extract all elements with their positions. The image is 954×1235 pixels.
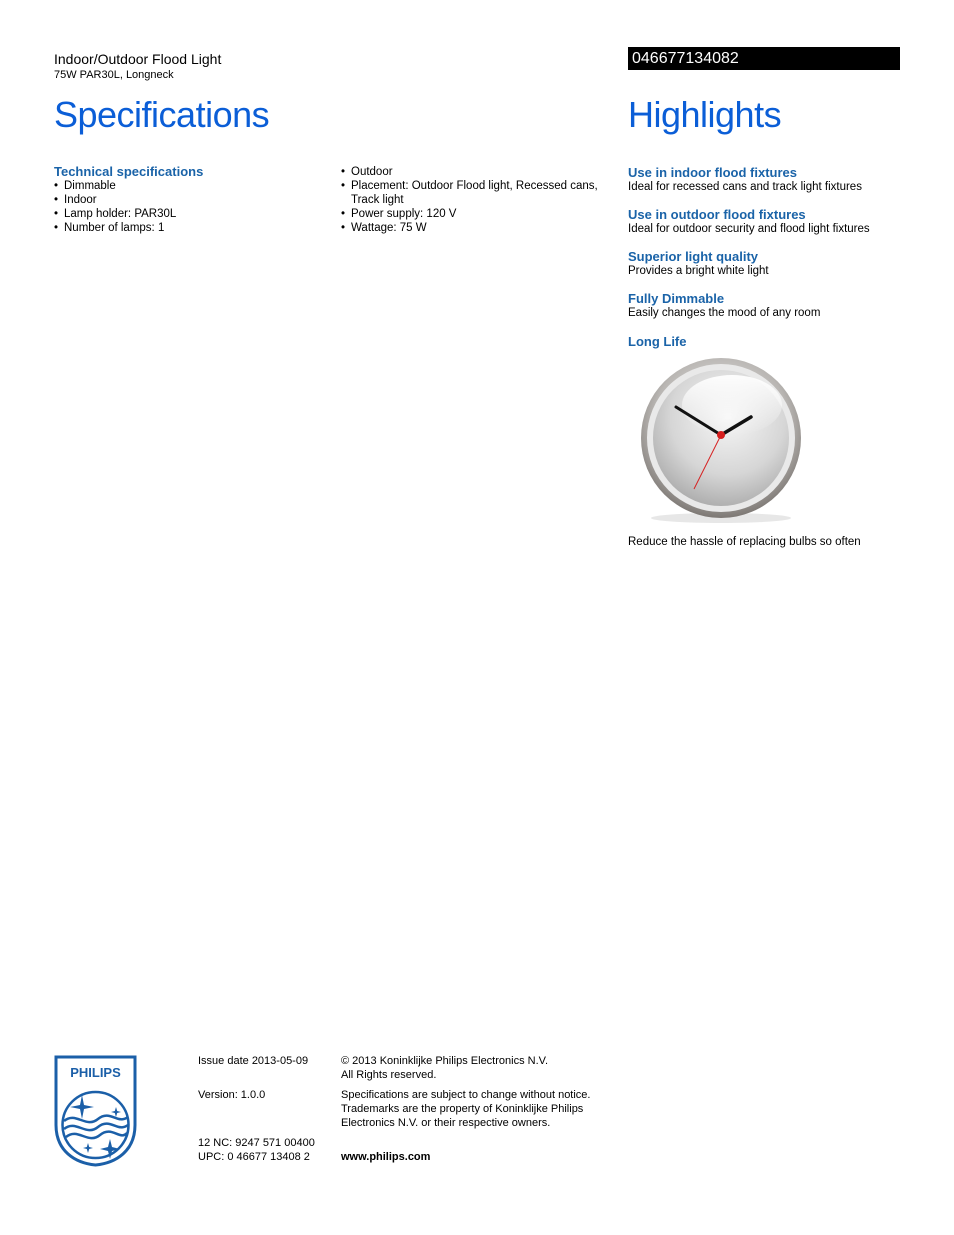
issue-date: Issue date 2013-05-09 [198, 1055, 309, 1067]
logo-wordmark: PHILIPS [70, 1065, 121, 1080]
spec-item: • Wattage: 75 W [341, 221, 601, 235]
highlight-heading: Fully Dimmable [628, 291, 725, 306]
long-life-clock-image [628, 355, 818, 525]
specs-list-column-1 [54, 179, 314, 235]
highlights-title: Highlights [628, 94, 782, 135]
highlight-description: Reduce the hassle of replacing bulbs so often [628, 536, 861, 548]
highlight-item [628, 334, 908, 349]
highlight-heading: Long Life [628, 334, 687, 349]
specifications-title: Specifications [54, 94, 270, 135]
copyright-line: © 2013 Koninklijke Philips Electronics N.V. [341, 1055, 549, 1067]
highlight-item [628, 249, 908, 278]
product-name: Indoor/Outdoor Flood Light [54, 51, 222, 67]
highlight-description: Provides a bright white light [628, 265, 769, 277]
website-link[interactable]: www.philips.com [341, 1151, 431, 1163]
spec-item: • Number of lamps: 1 [54, 221, 314, 235]
footer-legal [341, 1054, 601, 1164]
notice-line: Trademarks are the property of Koninklijke Philips [341, 1103, 584, 1115]
upc-number: UPC: 0 46677 13408 2 [198, 1151, 310, 1163]
highlight-item [628, 291, 908, 320]
highlight-heading: Use in outdoor flood fixtures [628, 207, 806, 222]
notice-line: Specifications are subject to change without notice. [341, 1089, 591, 1101]
highlight-heading: Use in indoor flood fixtures [628, 165, 798, 180]
rights-line: All Rights reserved. [341, 1069, 437, 1081]
spec-item: • Dimmable [54, 179, 314, 193]
product-code-bar: 046677134082 [628, 47, 900, 70]
spec-item: • Indoor [54, 193, 314, 207]
clock-icon [628, 355, 818, 525]
version: Version: 1.0.0 [198, 1089, 266, 1101]
highlight-item [628, 207, 908, 236]
highlight-description: Ideal for recessed cans and track light fixtures [628, 181, 862, 193]
footer-metadata [198, 1054, 328, 1164]
spec-item: • Power supply: 120 V [341, 207, 601, 221]
product-subtitle: 75W PAR30L, Longneck [54, 69, 174, 81]
notice-line: Electronics N.V. or their respective owners. [341, 1117, 551, 1129]
spec-item: • Outdoor [341, 165, 601, 179]
highlight-item [628, 165, 908, 194]
highlight-heading: Superior light quality [628, 249, 759, 264]
spec-item: • Placement: Outdoor Flood light, Recessed cans, Track light [341, 179, 601, 207]
specs-list-column-2 [341, 165, 601, 235]
philips-logo [54, 1055, 137, 1167]
spec-item: • Lamp holder: PAR30L [54, 207, 314, 221]
technical-specifications-heading: Technical specifications [54, 164, 204, 179]
philips-shield-icon [54, 1055, 137, 1167]
highlight-description: Ideal for outdoor security and flood light fixtures [628, 223, 870, 235]
nc-number: 12 NC: 9247 571 00400 [198, 1137, 315, 1149]
highlight-description: Easily changes the mood of any room [628, 307, 821, 319]
